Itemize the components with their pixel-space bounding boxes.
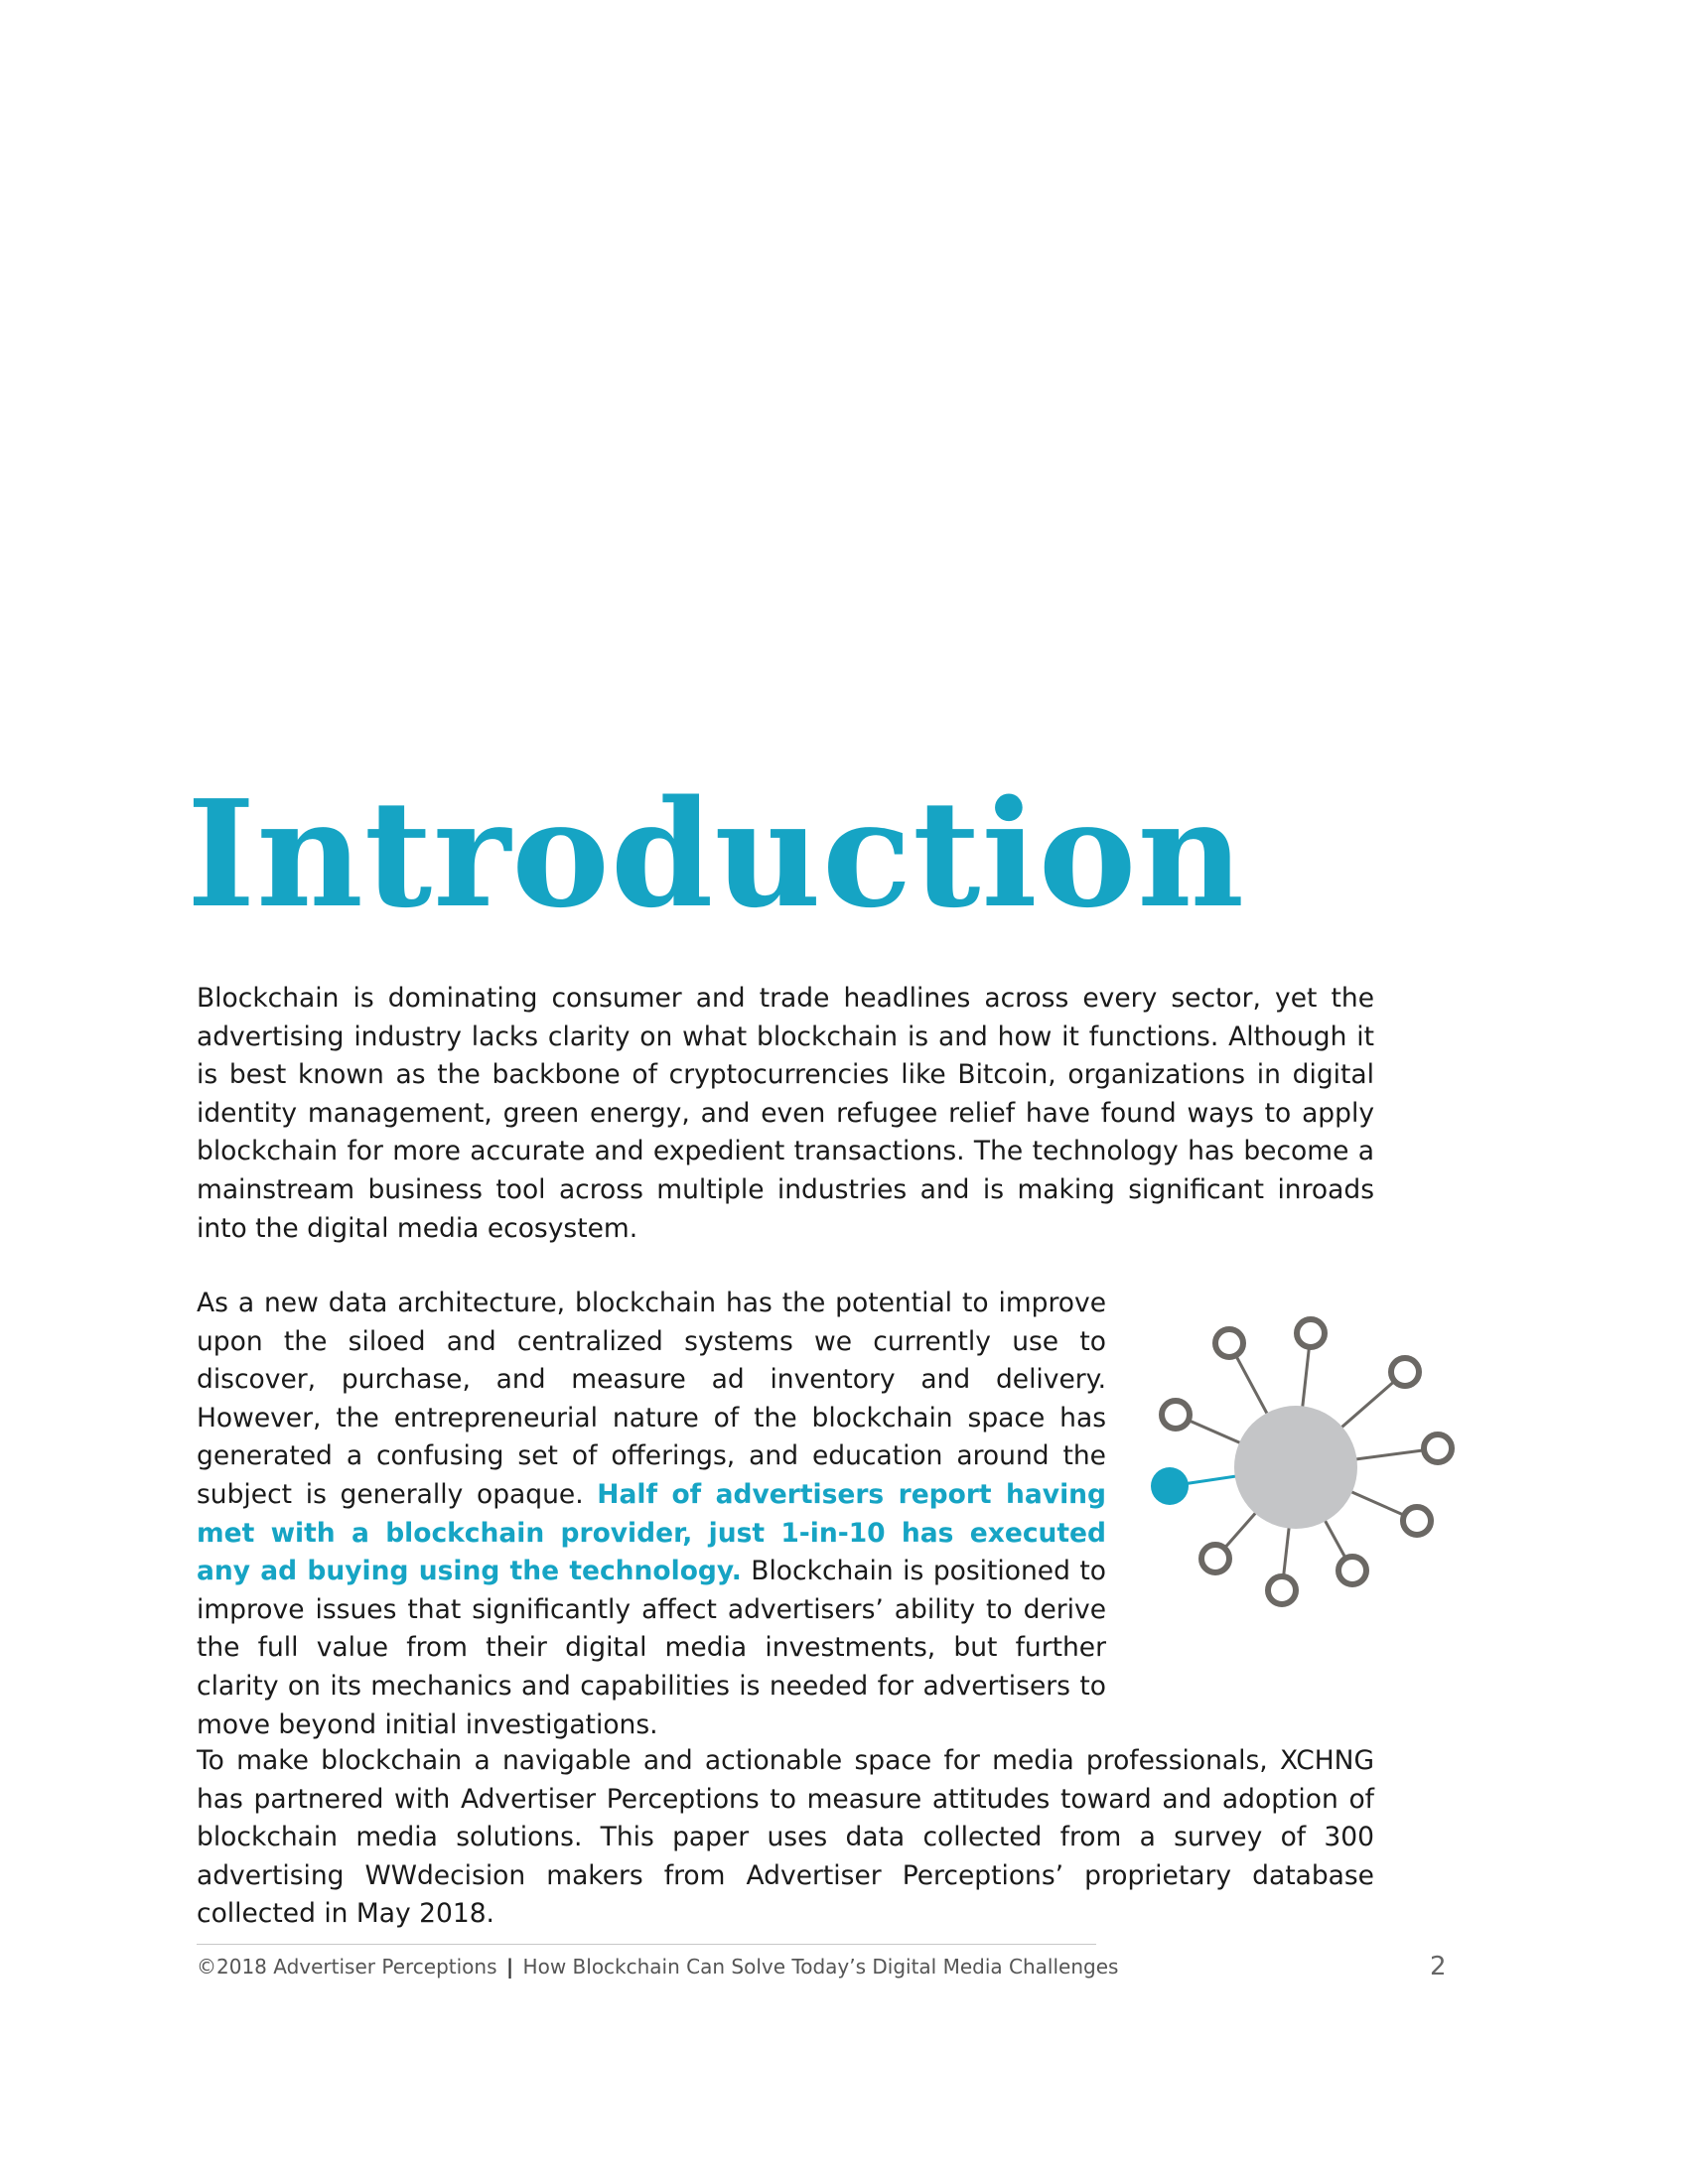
highlighted-statistic: Half of advertisers report having met with a blockchain provider, just 1-in-10 has executed any ad buying using the technology. [197,1478,1107,1587]
node-sse [1338,1557,1366,1584]
footer [197,1953,1118,1980]
page-title: Introduction [187,767,1245,940]
intro-paragraph-2 [197,1285,1106,1744]
node-nne [1215,1329,1243,1357]
footer-divider [197,1944,1096,1945]
intro-paragraph-3: To make blockchain a navigable and actionable space for media professionals, XCHNG has partnered with Advertiser Perceptions to measure attitudes toward and adoption of blockchain media solutions. This paper uses data collected from a survey of 300 advertising WWdecision makers from Advertiser Perceptions’ proprietary database collected in May 2018. [197,1745,1374,1930]
footer-separator: | [505,1955,514,1979]
footer-document-title: How Blockchain Can Solve Today’s Digital Media Challenges [522,1955,1119,1979]
paragraph-2-trailing-text: Blockchain is positioned to improve issues that significantly affect advertisers’ ability to derive the full value from their digital media investments, but further clarity on its mechanics and capabilities is needed for advertisers to move beyond initial investigations. [197,1556,1106,1740]
paragraph-2-lead-text: As a new data architecture, blockchain has the potential to improve upon the siloed and centralized systems we currently use to discover, purchase, and measure ad inventory and delivery. However, the entrepreneurial nature of the blockchain space has generated a confusing set of offerings, and education around the subject is generally opaque. [197,1288,1106,1510]
footer-copyright: ©2018 Advertiser Perceptions [197,1955,497,1979]
node-s [1268,1576,1296,1604]
hub-node [1234,1406,1357,1529]
page-number: 2 [1430,1952,1447,1981]
node-e [1424,1434,1452,1462]
node-ne [1391,1358,1419,1386]
node-w [1162,1401,1190,1429]
node-se [1403,1507,1431,1535]
intro-paragraph-1: Blockchain is dominating consumer and trade headlines across every sector, yet the advertising industry lacks clarity on what blockchain is and how it functions. Although it is best known as the backbone of cryptocurrencies like Bitcoin, organizations in digital identity management, green energy, and even refugee relief have found ways to apply blockchain for more accurate and expedient transactions. The technology has become a mainstream business tool across multiple industries and is making significant inroads into the digital media ecosystem. [197,983,1374,1244]
network-hub-icon [1132,1291,1460,1618]
node-sw [1201,1545,1229,1572]
node-n [1297,1319,1325,1347]
accent-node [1151,1467,1189,1505]
